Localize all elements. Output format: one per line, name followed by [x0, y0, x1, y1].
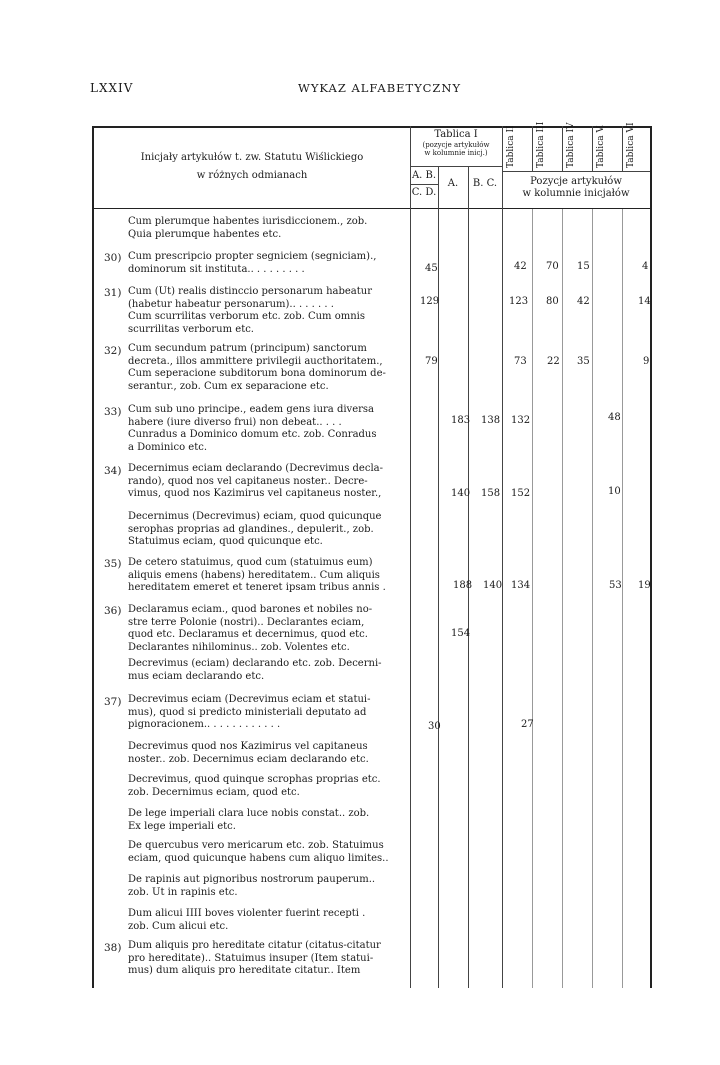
- entry-line: Cunradus a Dominico domum etc. zob. Conradus: [128, 429, 377, 440]
- entry-line: Dum alicui IIII boves violenter fuerint recepti .: [128, 908, 366, 919]
- tablica-5-header: Tablica V.: [596, 124, 606, 168]
- entry: [128, 741, 410, 766]
- value-t5: 48: [608, 412, 621, 423]
- subcol-bc: B. C.: [472, 178, 498, 189]
- tablica-4-header: Tablica IV: [566, 122, 576, 168]
- value-t4: 42: [577, 296, 590, 307]
- entry-line: scurrilitas verborum etc.: [128, 323, 254, 335]
- entry: [128, 940, 410, 978]
- entry-line: Cum sub uno principe., eadem gens iura diversa: [128, 404, 374, 415]
- entry-line: Decernimus (Decrevimus) eciam, quod quicunque: [128, 511, 382, 522]
- entry-line: serantur., zob. Cum ex separacione etc.: [128, 380, 329, 392]
- entry-line: zob. Decernimus eciam, quod etc.: [128, 786, 300, 798]
- entry-line: De cetero statuimus, quod cum (statuimus eum): [128, 557, 373, 568]
- pozycje-header-line2: w kolumnie inicjałów: [522, 188, 630, 199]
- entry-line: De rapinis aut pignoribus nostrorum pauperum..: [128, 874, 376, 885]
- entry-line: mus eciam declarando etc.: [128, 670, 265, 682]
- entry-line: De lege imperiali clara luce nobis constat.. zob.: [128, 808, 370, 819]
- entry: [128, 251, 410, 276]
- value-t2: 73: [514, 356, 527, 367]
- value-t3: 80: [546, 296, 559, 307]
- entry-number: 34): [104, 465, 122, 477]
- entry-line: Declarantes nihilominus.. zob. Volentes etc.: [128, 641, 350, 653]
- entry-number: 38): [104, 942, 122, 954]
- value-t5: 53: [609, 580, 622, 591]
- entry-line: (habetur habeatur personarum).. . . . . . .: [128, 298, 334, 310]
- value-abcd: 129: [420, 296, 440, 307]
- value-t2: 27: [521, 719, 534, 730]
- subcol-cd: C. D.: [411, 187, 437, 198]
- value-bc: 158: [481, 488, 501, 499]
- entry-line: Decrevimus (eciam) declarando etc. zob. Decerni-: [128, 658, 382, 669]
- entry-line: Cum seperacione subditorum bona dominorum de-: [128, 368, 386, 379]
- entry: [128, 463, 410, 501]
- tablica-1-title: Tablica I: [434, 129, 478, 140]
- entry-line: Ex lege imperiali etc.: [128, 820, 236, 832]
- entry-line: dominorum sit instituta.. . . . . . . . .: [128, 263, 305, 275]
- value-t4: 15: [577, 261, 590, 272]
- page-title: WYKAZ ALFABETYCZNY: [298, 81, 462, 95]
- subcol-ab: A. B.: [411, 170, 437, 181]
- entry-line: Decrevimus quod nos Kazimirus vel capitaneus: [128, 741, 368, 752]
- entry-line: Decrevimus eciam (Decrevimus eciam et statui-: [128, 694, 371, 705]
- page-number: LXXIV: [90, 81, 134, 95]
- entry-number: 35): [104, 558, 122, 570]
- entry-line: hereditatem emeret et teneret ipsam tribus annis .: [128, 582, 386, 593]
- value-t6: 4: [642, 261, 649, 272]
- entry: [128, 216, 410, 241]
- tablica-1-subtitle-2: w kolumnie inicj.): [424, 149, 488, 157]
- entry-number: 30): [104, 252, 122, 264]
- entry-line: rando), quod nos vel capitaneus noster.. Decre-: [128, 475, 368, 487]
- entry: [128, 404, 410, 454]
- entry: [128, 840, 410, 865]
- entry: [128, 557, 410, 595]
- subcol-a: A.: [447, 178, 459, 189]
- entry-line: eciam, quod quicunque habens cum aliquo limites..: [128, 852, 389, 864]
- entry: [128, 874, 410, 899]
- value-t2: 132: [511, 415, 531, 426]
- entry: [128, 604, 410, 654]
- entry-line: Quia plerumque habentes etc.: [128, 228, 282, 240]
- entry: [128, 511, 410, 549]
- value-bc: 140: [483, 580, 503, 591]
- entry-line: Cum plerumque habentes iurisdiccionem., zob.: [128, 216, 368, 227]
- entry-line: De quercubus vero mericarum etc. zob. Statuimus: [128, 840, 384, 851]
- entry-line: Decrevimus, quod quinque scrophas proprias etc.: [128, 774, 381, 785]
- entry-line: noster.. zob. Decernimus eciam declarando etc.: [128, 753, 369, 765]
- entry-line: Cum prescripcio propter segniciem (segniciam).,: [128, 251, 377, 262]
- value-a: 154: [451, 628, 471, 639]
- value-t3: 22: [547, 356, 560, 367]
- value-abcd: 79: [425, 356, 438, 367]
- value-t5: 10: [608, 486, 621, 497]
- value-t4: 35: [577, 356, 590, 367]
- pozycje-header-line1: Pozycje artykułów: [530, 176, 622, 187]
- entry-line: vimus, quod nos Kazimirus vel capitaneus noster.,: [128, 488, 382, 499]
- entry-line: pro hereditate).. Statuimus insuper (Item statui-: [128, 952, 374, 964]
- entry: [128, 908, 410, 933]
- value-t2: 123: [509, 296, 529, 307]
- main-column-header-line2: w różnych odmianach: [196, 170, 308, 181]
- entry-line: stre terre Polonie (nostri).. Declarantes eciam,: [128, 616, 365, 628]
- entry-line: aliquis emens (habens) hereditatem.. Cum aliquis: [128, 569, 380, 581]
- entry-number: 37): [104, 696, 122, 708]
- entry-line: mus), quod si predicto ministeriali deputato ad: [128, 706, 367, 718]
- entry: [128, 658, 410, 683]
- entry-line: Dum aliquis pro hereditate citatur (citatus-citatur: [128, 940, 381, 951]
- value-a: 188: [453, 580, 473, 591]
- value-a: 140: [451, 488, 471, 499]
- entry-line: Statuimus eciam, quod quicunque etc.: [128, 536, 323, 547]
- entry: [128, 286, 410, 336]
- value-abcd: 45: [425, 263, 438, 274]
- entry-number: 33): [104, 406, 122, 418]
- value-abcd: 30: [428, 721, 441, 732]
- entry-line: mus) dum aliquis pro hereditate citatur.. Item: [128, 965, 361, 976]
- entry-line: serophas proprias ad glandines., depulerit., zob.: [128, 523, 374, 535]
- entry: [128, 343, 410, 393]
- entry-line: zob. Ut in rapinis etc.: [128, 886, 238, 898]
- entry-number: 32): [104, 345, 122, 357]
- tablica-1-subtitle-1: (pozycje artykułów: [422, 141, 490, 149]
- entry-line: Declaramus eciam., quod barones et nobiles no-: [128, 604, 373, 615]
- value-a: 183: [451, 415, 471, 426]
- entry-line: pignoracionem.. . . . . . . . . . . .: [128, 719, 281, 730]
- tablica-6-header: Tablica VI: [626, 122, 636, 168]
- pozycje-header: [502, 176, 650, 200]
- main-column-header: [112, 152, 392, 182]
- value-bc: 138: [481, 415, 501, 426]
- entry-line: quod etc. Declaramus et decernimus, quod etc.: [128, 629, 368, 640]
- entry-line: a Dominico etc.: [128, 441, 208, 453]
- entry: [128, 808, 410, 833]
- entry-line: Decernimus eciam declarando (Decrevimus decla-: [128, 463, 383, 474]
- tablica-1-header: [410, 129, 502, 157]
- entry-line: Cum (Ut) realis distinccio personarum habeatur: [128, 286, 372, 297]
- entry: [128, 694, 410, 732]
- main-column-header-line1: Inicjały artykułów t. zw. Statutu Wiślickiego: [140, 152, 364, 163]
- entry: [128, 774, 410, 799]
- entry-line: habere (iure diverso frui) non debeat.. . . .: [128, 416, 342, 428]
- entry-line: zob. Cum alicui etc.: [128, 920, 229, 932]
- tablica-2-header: Tablica II: [506, 125, 516, 168]
- entry-line: decreta., illos ammittere privilegii aucthoritatem.,: [128, 355, 383, 367]
- value-t2: 42: [514, 261, 527, 272]
- value-t2: 152: [511, 488, 531, 499]
- tablica-3-header: Tablica III: [536, 121, 546, 168]
- entry-line: Cum secundum patrum (principum) sanctorum: [128, 343, 367, 354]
- entry-number: 36): [104, 605, 122, 617]
- value-t6: 14: [638, 296, 651, 307]
- entry-number: 31): [104, 287, 122, 299]
- value-t3: 70: [546, 261, 559, 272]
- value-t2: 134: [511, 580, 531, 591]
- value-t6: 19: [638, 580, 651, 591]
- value-t6: 9: [643, 356, 650, 367]
- entry-line: Cum scurrilitas verborum etc. zob. Cum omnis: [128, 311, 365, 322]
